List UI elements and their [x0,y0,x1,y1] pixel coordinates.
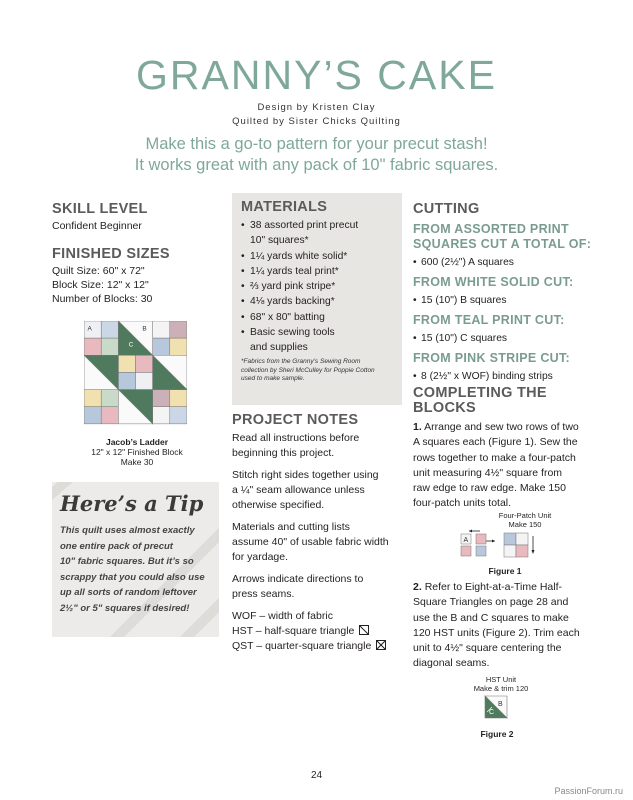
fig2-label-c: C [489,709,495,716]
step-line: use the B and C squares to make [413,611,569,624]
block-cell [101,338,118,355]
skill-heading: SKILL LEVEL [52,201,148,217]
materials-item-cont [232,233,402,248]
number-of-blocks: Number of Blocks: 30 [52,293,153,305]
step-line: A squares each (Figure 1). Sew the [413,436,578,449]
figure-2-caption: Figure 2 [480,729,514,739]
materials-item: • 38 assorted print precut [232,218,402,233]
materials-item: • 4⅛ yards backing* [232,294,402,309]
block-cell [153,407,170,424]
materials-footnote [241,358,399,384]
fig1-label-a: A [463,537,469,544]
block-caption-count: Make 30 [120,457,154,467]
step-2 [413,580,598,672]
materials-item: • ⅔ yard pink stripe* [232,279,402,294]
notes-line: Read all instructions before [232,432,360,444]
qst-symbol-icon [376,640,386,650]
teal-item: • 15 (10") C squares [413,331,593,346]
block-cell [118,355,135,372]
white-item: • 15 (10") B squares [413,293,593,308]
step1-number: 1. [413,421,422,433]
figure-1-diagram [456,528,546,558]
tip-line: This quilt uses almost exactly [60,525,195,536]
project-notes [232,412,402,654]
notes-line: HST – half-square triangle [232,625,355,637]
tip-title: Here’s a Tip [60,491,204,516]
step-line: diagonal seams. [413,657,490,670]
notes-line: WOF – width of fabric [232,610,333,622]
tip-line: one entire pack of precut [60,540,173,552]
completing-section [413,386,598,512]
materials-item-text: 10" squares* [250,235,309,247]
materials-item-text: and supplies [250,342,308,354]
fig2-unit-count: Make & trim 120 [473,684,529,693]
block-cell [101,390,118,407]
step-line: Square Triangles on page 28 and [413,596,569,609]
notes-line: Arrows indicate directions to [232,573,364,585]
notes-para-3 [232,520,402,565]
block-cell [170,407,187,424]
materials-footnote-line: used to make sample. [241,375,305,382]
assorted-item: • 600 (2½") A squares [413,255,593,270]
notes-heading: PROJECT NOTES [232,412,359,428]
tagline-line-2: It works great with any pack of 10" fabric squares. [134,156,499,174]
page-title: GRANNY’S CAKE [136,52,497,98]
block-cell [84,407,101,424]
tip-line: 2½" or 5" squares if desired! [60,602,190,614]
materials-item: • 1¼ yards white solid* [232,249,402,264]
step-line: raw edge to raw edge. Make 150 [413,482,566,495]
skill-value: Confident Beginner [52,220,142,232]
watermark: PassionForum.ru [554,786,623,796]
qst-abbrev-row [232,639,402,654]
step-line: unit measuring 4½" square from [413,466,563,479]
block-cell [101,321,118,338]
page-number: 24 [310,770,323,781]
notes-line: beginning this project. [232,447,335,459]
finished-heading: FINISHED SIZES [52,246,170,262]
materials-list [232,218,402,356]
finished-section [52,246,222,306]
tagline-line-1: Make this a go-to pattern for your precut stash! [145,135,488,153]
materials-item: • 1¼ yards teal print* [232,264,402,279]
teal-heading: FROM TEAL PRINT CUT: [413,313,565,327]
notes-line: otherwise specified. [232,499,325,511]
materials-footnote-line: *Fabrics from the Granny’s Sewing Room [241,358,361,365]
block-cell [153,321,170,338]
tip-text [60,523,218,616]
tip-line: 10" fabric squares. But it’s so [60,556,194,567]
jacobs-ladder-block-diagram [84,321,187,429]
tip-line: up all sorts of random leftover [60,587,197,598]
fig1-unit-name: Four-Patch Unit [498,511,552,520]
skill-section [52,201,222,233]
block-cell [153,390,170,407]
completing-heading-1: COMPLETING THE [413,385,547,401]
pink-item: • 8 (2½" x WOF) binding strips [413,369,593,384]
fig1-unit-label [490,511,560,529]
materials-footnote-line: collection by Sheri McCulley for Poppie Cotton [241,366,375,374]
cutting-heading: CUTTING [413,201,480,217]
design-credit: Design by Kristen Clay [257,102,376,113]
notes-line: QST – quarter-square triangle [232,640,372,652]
assorted-heading-1: FROM ASSORTED PRINT [413,222,569,236]
materials-item: • 68" x 80" batting [232,310,402,325]
block-caption-name: Jacob’s Ladder [105,437,169,447]
white-heading: FROM WHITE SOLID CUT: [413,275,574,289]
step-line: Arrange and sew two rows of two [424,421,579,433]
block-cell [101,407,118,424]
notes-para-2 [232,468,402,513]
block-cell [153,338,170,355]
step2-first-line [413,580,598,595]
step1-first-line [413,420,598,435]
step-line: Refer to Eight-at-a-Time Half- [424,581,563,593]
step-line: rows together to make a four-patch [413,451,576,464]
block-size: Block Size: 12" x 12" [52,279,149,291]
block-label-a [88,325,93,332]
step-1 [413,420,598,512]
notes-para-1 [232,431,402,461]
notes-line: a ¼" seam allowance unless [232,484,365,496]
block-cell [170,390,187,407]
assorted-heading-2: SQUARES CUT A TOTAL OF: [413,237,592,251]
block-caption-size: 12" x 12" Finished Block [91,447,183,457]
materials-item: • Basic sewing tools [232,325,402,340]
step-line: four-patch units total. [413,497,512,510]
block-cell [136,355,153,372]
fig2-unit-name: HST Unit [485,675,517,684]
tip-box [52,482,219,637]
figure-2-hst-diagram [484,695,508,719]
notes-line: press seams. [232,588,295,600]
materials-item-cont [232,340,402,355]
step-line: unit to 4½" square centering the [413,642,562,655]
pink-heading: FROM PINK STRIPE CUT: [413,351,570,365]
step2-number: 2. [413,581,422,593]
figure-1-caption: Figure 1 [488,566,522,576]
notes-line: for yardage. [232,551,289,563]
hst-symbol-icon [359,625,369,635]
hst-abbrev-row [232,624,402,639]
block-caption [52,437,222,467]
completing-heading-2: BLOCKS [413,400,477,416]
notes-abbrev [232,609,402,654]
materials-heading: MATERIALS [241,199,328,215]
block-cell [84,338,101,355]
quilt-credit: Quilted by Sister Chicks Quilting [232,116,401,127]
fig1-unit-count: Make 150 [508,520,542,529]
notes-line: assume 40" of usable fabric width [232,536,389,548]
block-cell [136,372,153,389]
step-line: 120 HST units (Figure 2). Trim each [413,626,580,639]
notes-para-4 [232,572,402,602]
notes-line: Materials and cutting lists [232,521,350,533]
block-cell [118,372,135,389]
block-label-c [129,342,134,349]
fig2-label-b: B [498,701,503,708]
fig2-unit-label [466,675,536,693]
materials-box [232,193,402,405]
block-label-b [142,325,146,332]
tip-line: scrappy that you could also use [60,571,205,583]
quilt-size: Quilt Size: 60" x 72" [52,265,145,277]
cutting-section [413,201,593,384]
block-cell [170,338,187,355]
block-cell [84,390,101,407]
block-cell [170,321,187,338]
notes-line: Stitch right sides together using [232,469,379,481]
